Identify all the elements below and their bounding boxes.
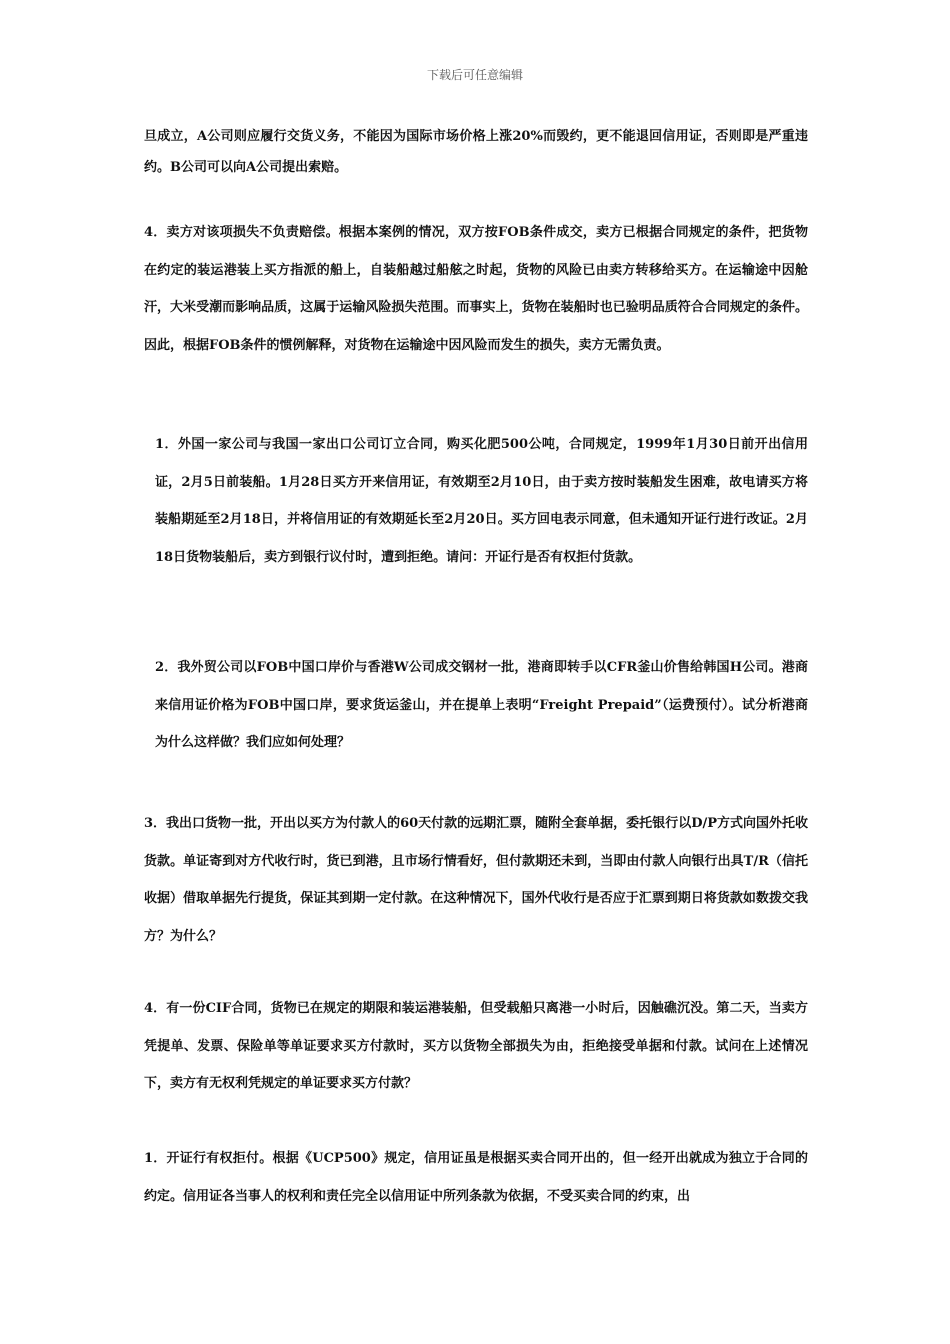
question-1-paragraph: 1．外国一家公司与我国一家出口公司订立合同，购买化肥500公吨，合同规定，1999年1月30日前开出信用证，2月5日前装船。1月28日买方开来信用证，有效期至2月10日，由于卖方按时装船发生困难，故电请买方将装船期延至2月18日，并将信用证的有效期延长至2月20日。买方回电表示同意，但未通知开证行进行改证。2月18日货物装船后，卖方到银行议付时，遭到拒绝。请问：开证行是否有权拒付货款。 bbox=[155, 437, 808, 565]
answer-1-paragraph: 1．开证行有权拒付。根据《UCP500》规定，信用证虽是根据买卖合同开出的，但一经开出就成为独立于合同的约定。信用证各当事人的权利和责任完全以信用证中所列条款为依据，不受买卖合同的约束，出 bbox=[144, 1151, 808, 1204]
paragraph-continuation: 旦成立，A公司则应履行交货义务，不能因为国际市场价格上涨20%而毁约，更不能退回信用证，否则即是严重违约。B公司可以向A公司提出索赔。 bbox=[144, 129, 808, 175]
question-2-paragraph: 2．我外贸公司以FOB中国口岸价与香港W公司成交钢材一批，港商即转手以CFR釜山价售给韩国H公司。港商来信用证价格为FOB中国口岸，要求货运釜山，并在提单上表明“Freight Prepaid”（运费预付）。试分析港商为什么这样做？我们应如何处理？ bbox=[155, 660, 808, 750]
question-3-paragraph: 3．我出口货物一批，开出以买方为付款人的60天付款的远期汇票，随附全套单据，委托银行以D/P方式向国外托收货款。单证寄到对方代收行时，货已到港，且市场行情看好，但付款期还未到，当即由付款人向银行出具T/R（信托收据）借取单据先行提货，保证其到期一定付款。在这种情况下，国外代收行是否应于汇票到期日将货款如数拨交我方？为什么？ bbox=[144, 816, 808, 944]
answer-4-paragraph: 4．卖方对该项损失不负责赔偿。根据本案例的情况，双方按FOB条件成交，卖方已根据合同规定的条件，把货物在约定的装运港装上买方指派的船上，自装船越过船舷之时起，货物的风险已由卖方转移给买方。在运输途中因舱汗，大米受潮而影响品质，这属于运输风险损失范围。而事实上，货物在装船时也已验明品质符合合同规定的条件。因此，根据FOB条件的惯例解释，对货物在运输途中因风险而发生的损失，卖方无需负责。 bbox=[144, 225, 808, 353]
question-4-paragraph: 4．有一份CIF合同，货物已在规定的期限和装运港装船，但受载船只离港一小时后，因触礁沉没。第二天，当卖方凭提单、发票、保险单等单证要求买方付款时，买方以货物全部损失为由，拒绝接受单据和付款。试问在上述情况下，卖方有无权利凭规定的单证要求买方付款？ bbox=[144, 1001, 808, 1091]
page-header: 下载后可任意编辑 bbox=[426, 68, 523, 82]
